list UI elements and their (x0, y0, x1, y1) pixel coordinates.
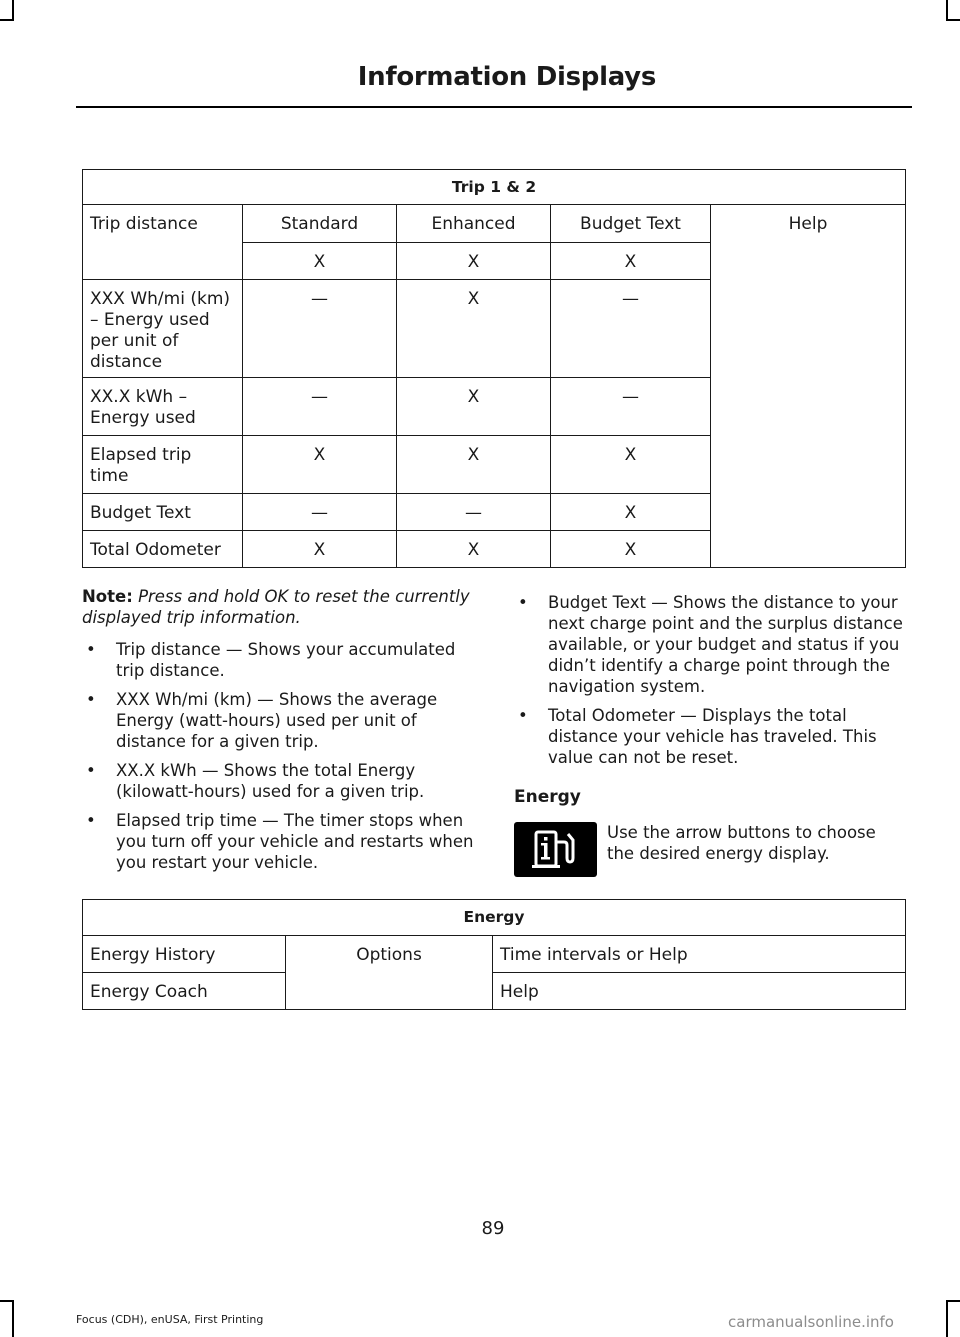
crop-mark (946, 1300, 948, 1337)
bullet-icon: • (86, 690, 96, 709)
row-label: Total Odometer (83, 531, 243, 568)
footer-edition: Focus (CDH), enUSA, First Printing (76, 1313, 264, 1326)
trip-table (82, 169, 906, 568)
energy-table-caption: Energy (83, 900, 906, 936)
table-cell: — (243, 378, 397, 436)
table-cell: X (243, 531, 397, 568)
list-item (82, 689, 477, 752)
table-cell: Help (493, 973, 906, 1010)
watermark: carmanualsonline.info (728, 1313, 894, 1331)
crop-mark (0, 1300, 14, 1302)
row-label: Elapsed trip time (83, 436, 243, 494)
table-cell: X (243, 436, 397, 494)
energy-heading: Energy (514, 787, 581, 807)
table-cell: X (551, 494, 711, 531)
crop-mark (0, 19, 14, 21)
energy-table (82, 899, 906, 1010)
options-cell: Options (286, 936, 493, 1010)
table-cell: — (397, 494, 551, 531)
fuel-pump-info-icon (514, 822, 597, 877)
bullet-icon: • (518, 593, 528, 612)
row-label: Energy Coach (83, 973, 286, 1010)
list-item (514, 705, 907, 768)
list-item-text: Total Odometer — Displays the total distance your vehicle has traveled. This value can not be reset. (548, 706, 877, 767)
crop-mark (946, 1300, 960, 1302)
list-item (82, 810, 477, 873)
bullet-list-right (514, 592, 907, 776)
page-title: Information Displays (357, 62, 656, 92)
table-cell: X (397, 531, 551, 568)
note-label: Note: (82, 587, 133, 606)
row-label: Energy History (83, 936, 286, 973)
table-row (83, 936, 906, 973)
crop-mark (946, 0, 948, 20)
list-item (82, 639, 477, 681)
row-label: XXX Wh/mi (km) – Energy used per unit of distance (83, 280, 243, 378)
table-cell: X (551, 243, 711, 280)
trip-table-caption: Trip 1 & 2 (83, 170, 906, 205)
table-cell: X (397, 280, 551, 378)
crop-mark (946, 19, 960, 21)
bullet-icon: • (86, 640, 96, 659)
column-header-enhanced: Enhanced (397, 205, 551, 243)
bullet-icon: • (518, 706, 528, 725)
list-item-text: Trip distance — Shows your accumulated trip distance. (116, 640, 456, 680)
header-divider (76, 106, 912, 108)
table-cell: — (551, 280, 711, 378)
note-text: Press and hold OK to reset the currently displayed trip information. (82, 587, 470, 627)
row-label: XX.X kWh –Energy used (83, 378, 243, 436)
table-row (83, 973, 906, 1010)
table-cell: Time intervals or Help (493, 936, 906, 973)
table-cell: — (551, 378, 711, 436)
page-number: 89 (481, 1218, 505, 1239)
energy-instructions: Use the arrow buttons to choose the desired energy display. (607, 823, 876, 863)
table-cell: X (551, 436, 711, 494)
list-item-text: Elapsed trip time — The timer stops when you turn off your vehicle and restarts when you restart your vehicle. (116, 811, 474, 872)
table-cell: X (397, 243, 551, 280)
note (82, 586, 477, 628)
trip-distance-label: Trip distance (83, 205, 243, 280)
list-item (82, 760, 477, 802)
list-item (514, 592, 907, 697)
table-cell: — (243, 280, 397, 378)
table-cell: X (397, 436, 551, 494)
column-header-budget-text: Budget Text (551, 205, 711, 243)
row-label: Budget Text (83, 494, 243, 531)
column-header-standard: Standard (243, 205, 397, 243)
crop-mark (12, 1300, 14, 1337)
list-item-text: Budget Text — Shows the distance to your next charge point and the surplus distance available, or your budget and status if you didn’t identify a charge point through the navigation system. (548, 593, 903, 696)
table-cell: X (243, 243, 397, 280)
bullet-list-left (82, 639, 477, 881)
bullet-icon: • (86, 811, 96, 830)
list-item-text: XX.X kWh — Shows the total Energy (kilowatt-hours) used for a given trip. (116, 761, 425, 801)
list-item-text: XXX Wh/mi (km) — Shows the average Energy (watt-hours) used per unit of distance for a given trip. (116, 690, 438, 751)
bullet-icon: • (86, 761, 96, 780)
crop-mark (12, 0, 14, 20)
table-cell: — (243, 494, 397, 531)
column-header-help: Help (711, 205, 906, 568)
table-cell: X (551, 531, 711, 568)
table-cell: X (397, 378, 551, 436)
